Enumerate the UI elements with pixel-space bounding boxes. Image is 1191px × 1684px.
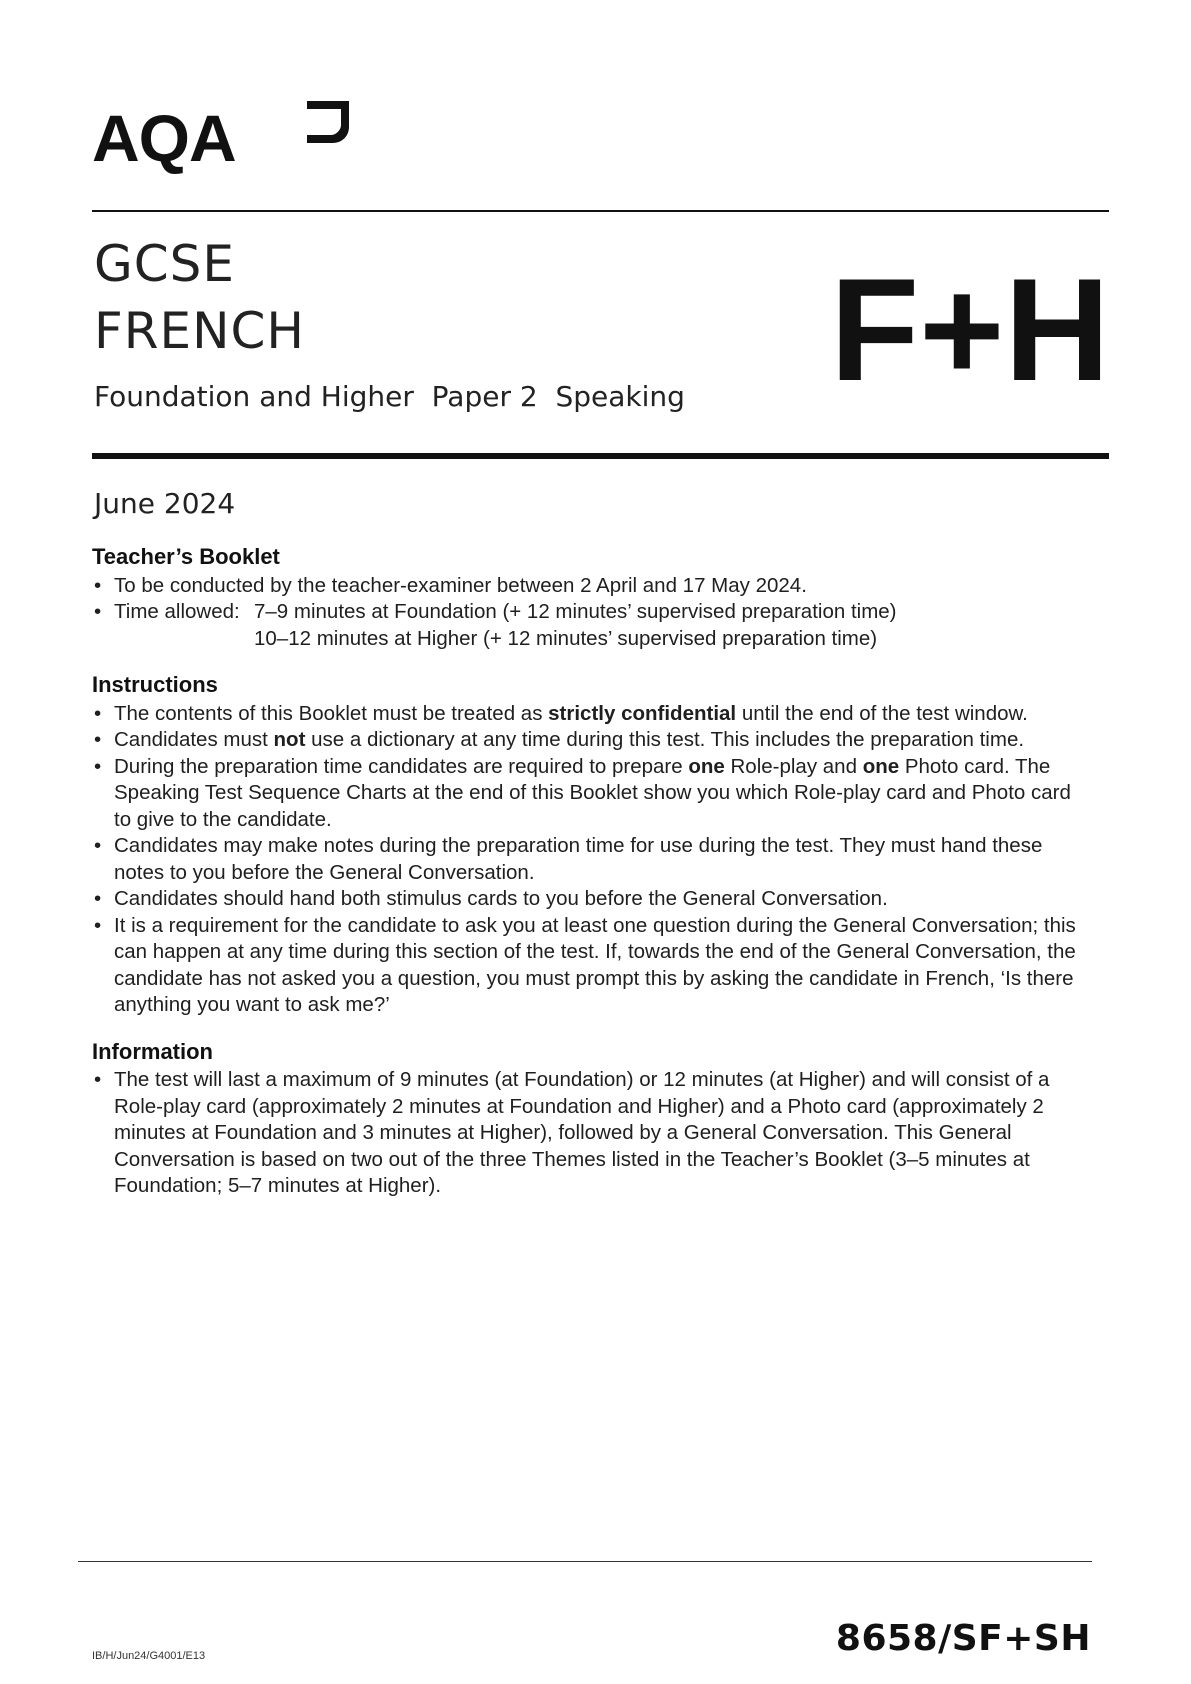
instructions-list xyxy=(92,701,1092,1019)
list-item xyxy=(92,727,1092,754)
specification-code: 8658/SF+SH xyxy=(835,1618,1091,1659)
time-higher: 10–12 minutes at Higher (+ 12 minutes’ supervised preparation time) xyxy=(254,626,878,650)
paper-description: Foundation and Higher Paper 2 Speaking xyxy=(94,380,685,413)
tier-label: F+H xyxy=(830,248,1110,411)
information-section xyxy=(92,1039,1092,1200)
front-cover-body xyxy=(92,544,1092,1220)
exam-date: June 2024 xyxy=(94,487,236,520)
text-run: Candidates should hand both stimulus cards to you before the General Conversation. xyxy=(114,887,888,910)
text-run: until the end of the test window. xyxy=(736,701,1028,725)
information-list xyxy=(92,1067,1092,1200)
time-allowed-values xyxy=(254,599,897,652)
time-foundation: 7–9 minutes at Foundation (+ 12 minutes’ supervised preparation time) xyxy=(254,600,897,623)
text-run: During the preparation time candidates are required to prepare xyxy=(114,754,689,778)
text-run: use a dictionary at any time during this test. This includes the preparation time. xyxy=(305,728,1025,751)
header-divider xyxy=(92,453,1109,459)
text-run: Candidates may make notes during the preparation time for use during the test. They must hand these notes to you before the General Conversation. xyxy=(114,834,1043,884)
logo-flag-icon xyxy=(304,98,352,146)
time-allowed-label: • Time allowed: xyxy=(114,600,240,623)
text-run: Role-play and xyxy=(724,754,863,778)
text-run: It is a requirement for the candidate to ask you at least one question during the General Conversation; this can happen at any time during this section of the test. If, towards the end of the General Conversation, the candidate has not asked you a question, you must prompt this by asking the candidate in French, ‘Is there anything you want to ask me?’ xyxy=(114,913,1076,1016)
teachers-booklet-list xyxy=(92,573,1092,653)
text-run: Candidates must xyxy=(114,728,274,751)
time-allowed-row xyxy=(114,599,1092,652)
footer-divider xyxy=(78,1561,1092,1562)
list-item xyxy=(92,701,1092,728)
text-run: The contents of this Booklet must be treated as xyxy=(114,701,549,725)
list-item xyxy=(92,599,1092,652)
list-item xyxy=(92,913,1092,1019)
conduct-text: To be conducted by the teacher-examiner between 2 April and 17 May 2024. xyxy=(114,573,807,597)
qualification-level: GCSE xyxy=(94,235,235,293)
emphasis-text: strictly confidential xyxy=(548,701,737,725)
emphasis-text: one xyxy=(688,754,725,778)
list-item xyxy=(92,754,1092,834)
instructions-heading: Instructions xyxy=(92,672,218,697)
list-item xyxy=(92,833,1092,886)
emphasis-text: one xyxy=(862,754,900,778)
top-divider xyxy=(92,210,1109,212)
teachers-booklet-heading: Teacher’s Booklet xyxy=(92,544,280,569)
aqa-logo xyxy=(92,98,362,178)
instructions-section xyxy=(92,672,1092,1019)
logo-wordmark: AQA xyxy=(92,101,236,175)
footer-reference: IB/H/Jun24/G4001/E13 xyxy=(92,1650,206,1662)
emphasis-text: not xyxy=(273,728,306,751)
text-run: The test will last a maximum of 9 minutes (at Foundation) or 12 minutes (at Higher) and will consist of a Role-play card (approximately 2 minutes at Foundation and Higher) and a Photo card (approximately 2 minutes at Foundation and 3 minutes at Higher), followed by a General Conversation. This General Conversation is based on two out of the three Themes listed in the Teacher’s Booklet (3–5 minutes at Foundation; 5–7 minutes at Higher). xyxy=(114,1068,1050,1197)
list-item xyxy=(92,1067,1092,1200)
text-run: Photo card. The Speaking Test Sequence Charts at the end of this Booklet show you which Role-play card and Photo card to give to the candidate. xyxy=(114,754,1071,831)
list-item xyxy=(92,886,1092,913)
list-item xyxy=(92,573,1092,600)
information-heading: Information xyxy=(92,1038,213,1064)
teachers-booklet-section xyxy=(92,544,1092,652)
subject-title: FRENCH xyxy=(94,302,306,360)
